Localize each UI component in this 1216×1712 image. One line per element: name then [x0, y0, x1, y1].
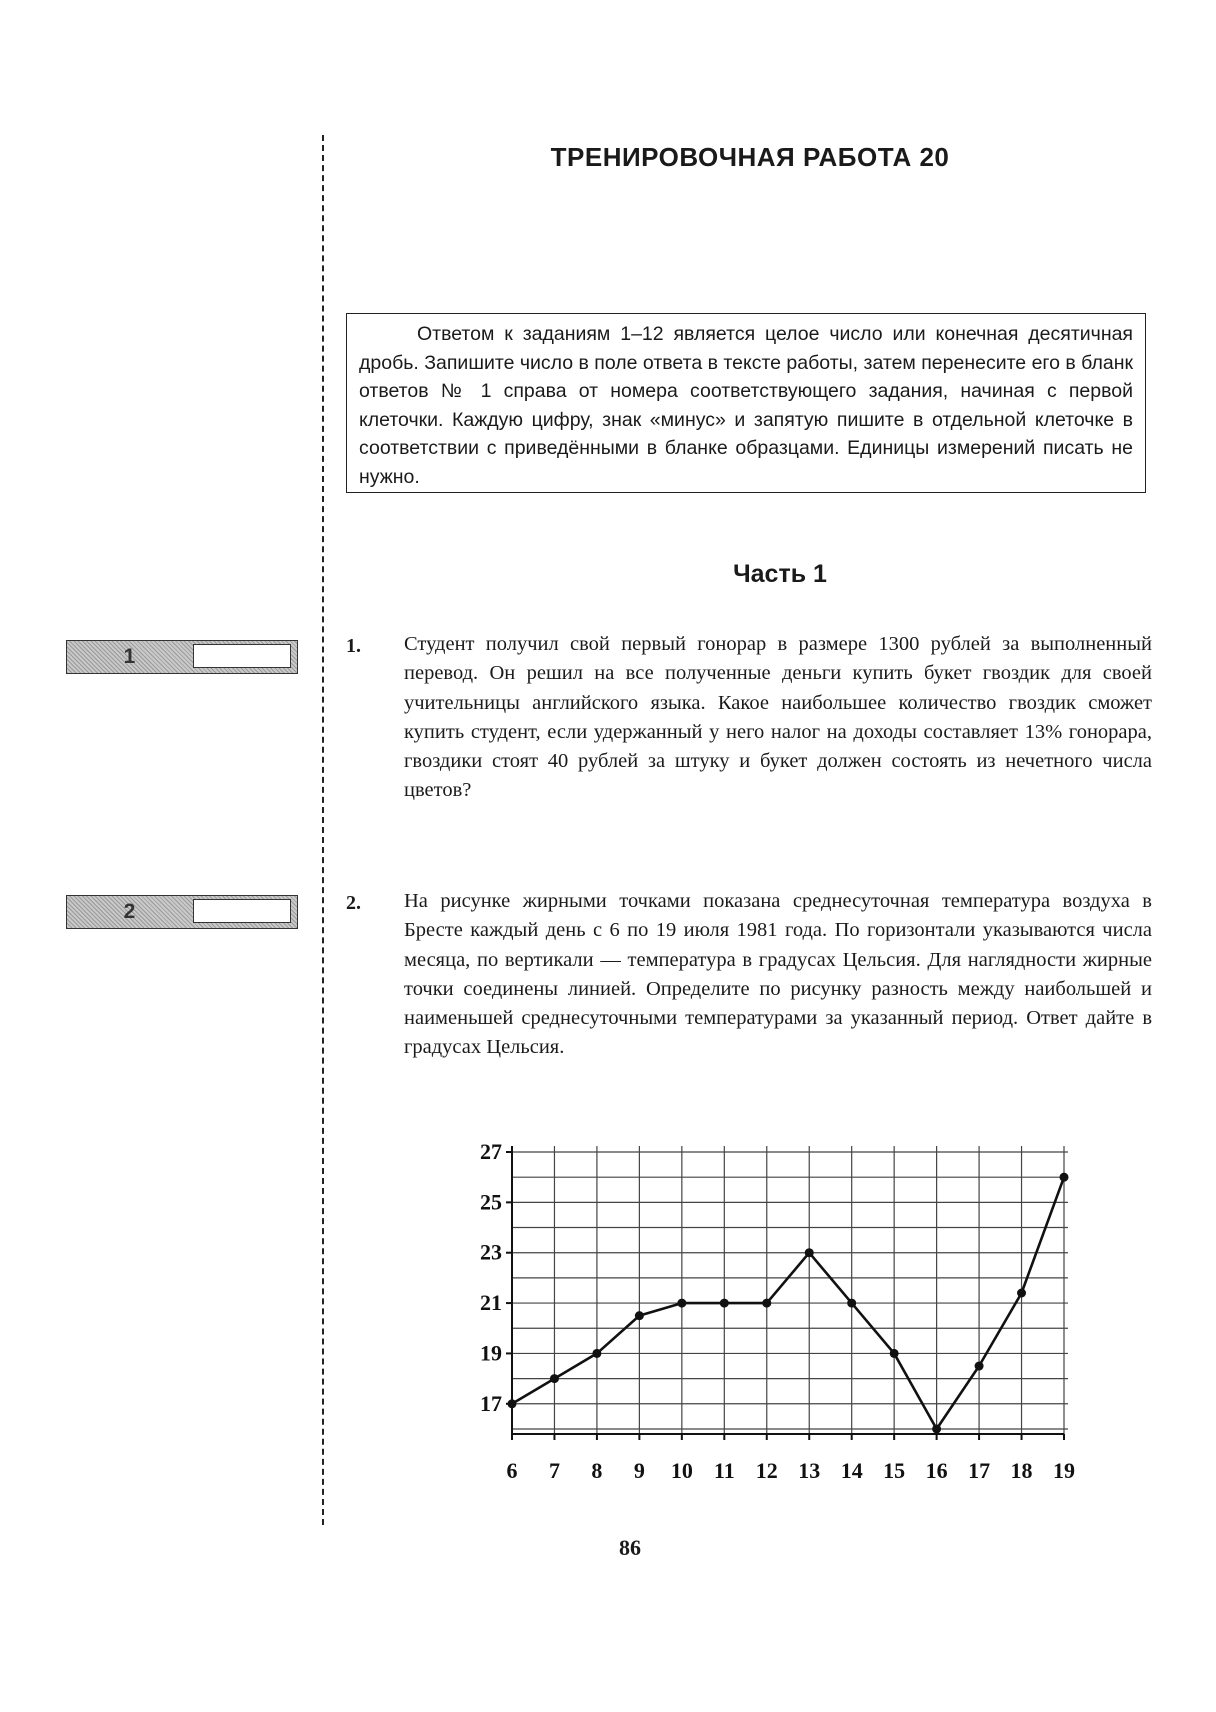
x-tick-label: 11 — [713, 1458, 735, 1483]
x-tick-label: 15 — [883, 1458, 906, 1483]
data-point — [975, 1362, 984, 1371]
instructions-box — [346, 313, 1146, 493]
answer-box-number: 1 — [123, 645, 136, 668]
x-tick-label: 12 — [755, 1458, 778, 1483]
answer-box-1 — [66, 640, 298, 674]
data-point — [932, 1424, 941, 1433]
data-point — [550, 1374, 559, 1383]
answer-box-number: 2 — [123, 900, 136, 923]
data-point — [890, 1349, 899, 1358]
task-text: Студент получил свой первый гонорар в размере 1300 рублей за выполненный перевод. Он решил на все полученные деньги купить букет гвоздик для своей учительницы английского языка. Какое наибольшее количество гвоздик сможет купить студент, если удержанный у него налог на доходы составляет 13% гонорара, гвоздики стоят 40 рублей за штуку и букет должен состоять из нечетного числа цветов? — [404, 633, 1152, 802]
answer-box-2 — [66, 895, 298, 929]
x-tick-label: 17 — [968, 1458, 991, 1483]
y-tick-label: 23 — [480, 1239, 502, 1265]
y-tick-label: 19 — [480, 1340, 502, 1366]
data-point — [720, 1299, 729, 1308]
x-tick-label: 7 — [548, 1458, 560, 1483]
data-point — [805, 1248, 814, 1257]
x-tick-label: 10 — [670, 1458, 693, 1483]
answer-field[interactable] — [193, 644, 291, 668]
x-tick-label: 14 — [840, 1458, 863, 1483]
x-tick-label: 13 — [798, 1458, 821, 1483]
page-number: 86 — [619, 1535, 641, 1560]
temperature-chart — [460, 1140, 1100, 1510]
data-point — [1060, 1173, 1069, 1182]
instructions-text: Ответом к заданиям 1–12 является целое число или конечная десятичная дробь. Запишите число в поле ответа в тексте работы, затем перенесите его в бланк ответов № 1 справа от номера соответствующего задания, начиная с первой клеточки. Каждую цифру, знак «минус» и запятую пишите в отдельной клеточке в соответствии с приведёнными в бланке образцами. Единицы измерений писать не нужно. — [359, 323, 1133, 488]
part-title: Часть 1 — [733, 560, 827, 588]
x-tick-label: 6 — [506, 1458, 518, 1483]
x-tick-label: 8 — [591, 1458, 603, 1483]
y-tick-label: 27 — [480, 1140, 502, 1164]
task-number: 2. — [346, 892, 361, 914]
answer-field[interactable] — [193, 899, 291, 923]
data-point — [508, 1399, 517, 1408]
y-tick-label: 21 — [480, 1290, 502, 1316]
data-point — [762, 1299, 771, 1308]
data-point — [635, 1311, 644, 1320]
data-point — [1017, 1289, 1026, 1298]
data-point — [847, 1299, 856, 1308]
x-tick-label: 18 — [1010, 1458, 1033, 1483]
page-title: ТРЕНИРОВОЧНАЯ РАБОТА 20 — [550, 142, 950, 172]
task-text: На рисунке жирными точками показана среднесуточная температура воздуха в Бресте каждый день с 6 по 19 июля 1981 года. По горизонтали указываются числа месяца, по вертикали — температура в градусах Цельсия. Для наглядности жирные точки соединены линией. Определите по рисунку разность между наибольшей и наименьшей среднесуточными температурами за указанный период. Ответ дайте в градусах Цельсия. — [404, 890, 1152, 1059]
task-number: 1. — [346, 635, 361, 657]
data-point — [677, 1299, 686, 1308]
cut-line — [322, 135, 324, 1525]
y-tick-label: 17 — [480, 1390, 502, 1416]
x-tick-label: 9 — [633, 1458, 645, 1483]
x-tick-label: 19 — [1053, 1458, 1075, 1483]
x-tick-label: 16 — [925, 1458, 948, 1483]
data-point — [592, 1349, 601, 1358]
y-tick-label: 25 — [480, 1189, 502, 1215]
